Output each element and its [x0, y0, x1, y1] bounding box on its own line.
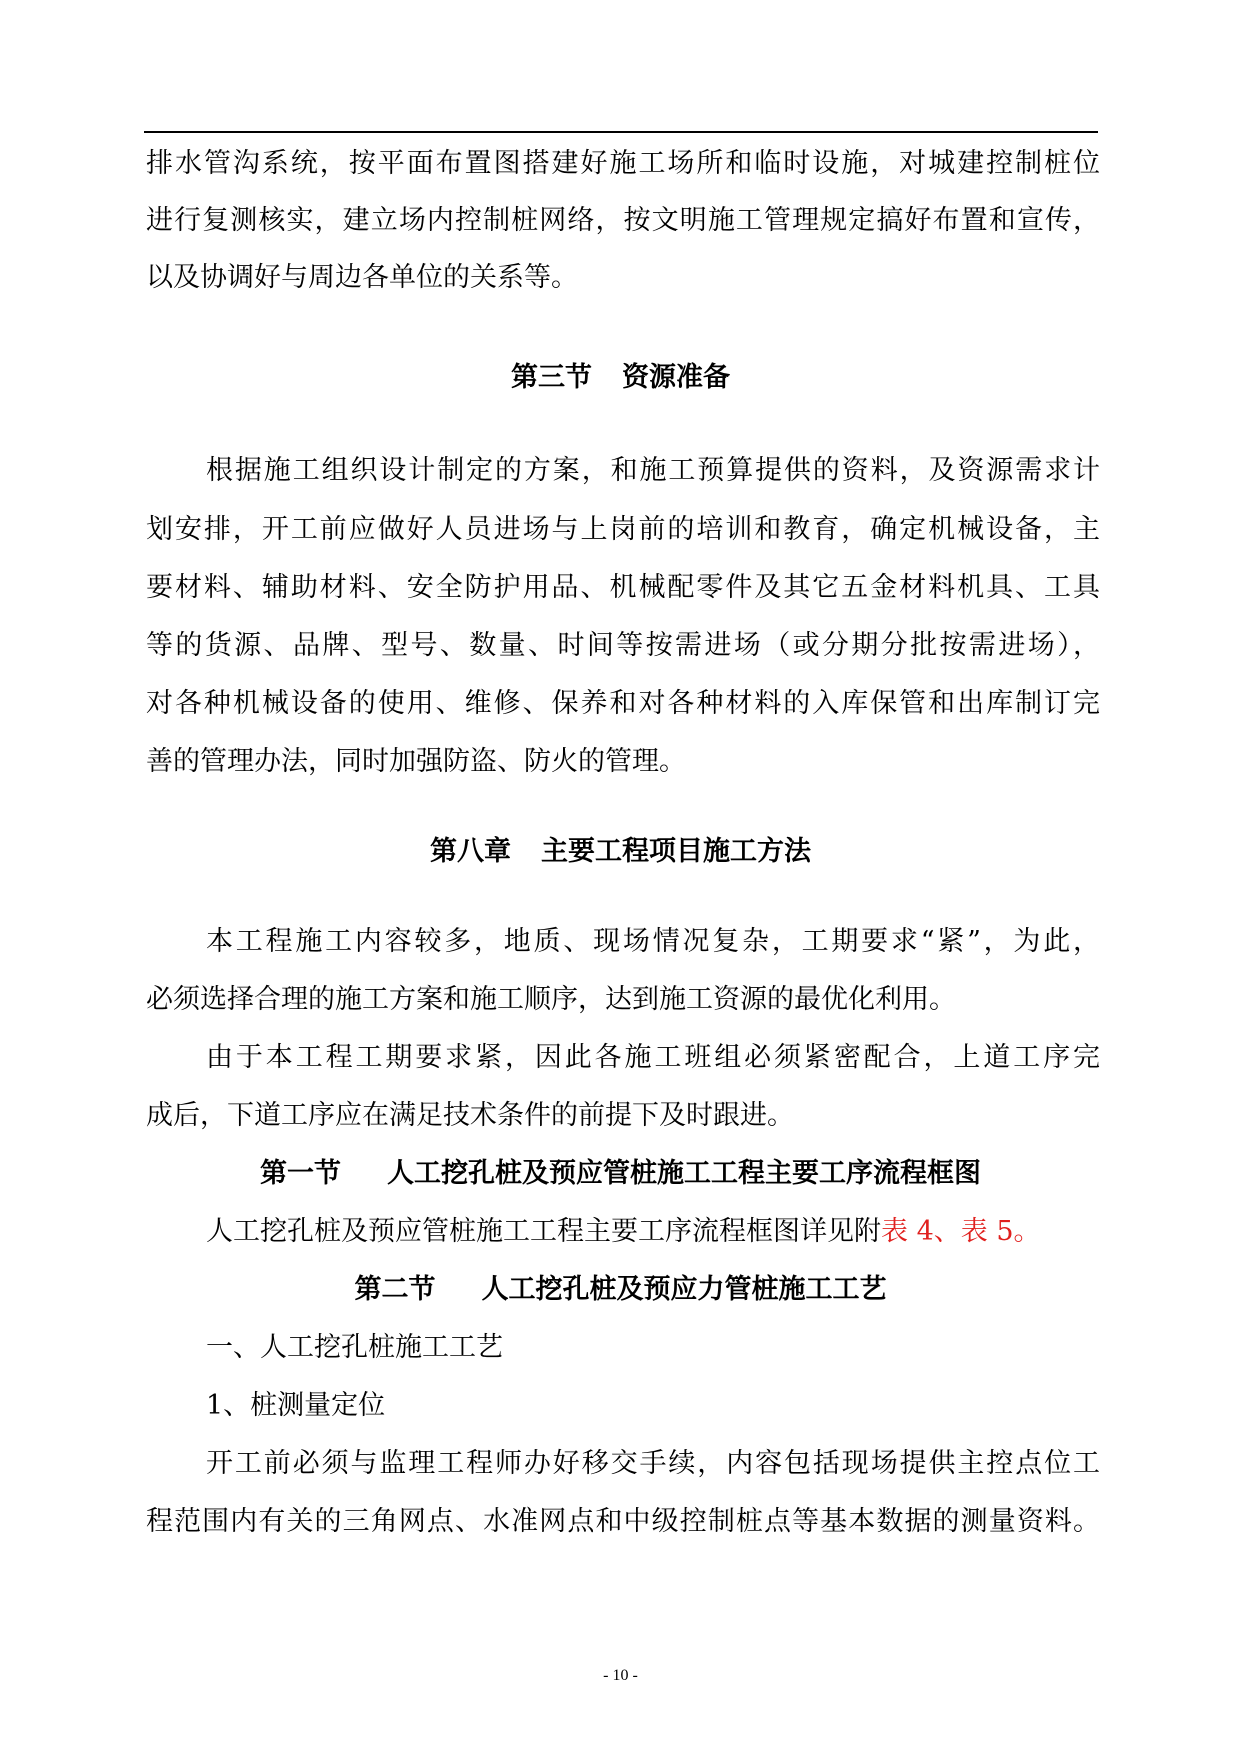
section-number: 第一节: [260, 1158, 341, 1189]
chapter-number: 第八章: [430, 836, 511, 867]
flowchart-text: 人工挖孔桩及预应管桩施工工程主要工序流程框图详见附: [206, 1216, 881, 1247]
paragraph-schedule-line-1: 由于本工程工期要求紧，因此各施工班组必须紧密配合，上道工序完: [206, 1042, 1100, 1073]
paragraph-survey-line-2: 程范围内有关的三角网点、水准网点和中级控制桩点等基本数据的测量资料。: [146, 1506, 1100, 1537]
section-number: 第二节: [354, 1274, 436, 1305]
section-heading-process: [0, 1272, 1241, 1308]
chapter-title: 主要工程项目施工方法: [541, 836, 811, 867]
section-heading-resources: [0, 360, 1241, 396]
paragraph-resources-line-3: 要材料、辅助材料、安全防护用品、机械配零件及其它五金材料机具、工具: [146, 572, 1100, 603]
paragraph-prep-line-2: 进行复测核实，建立场内控制桩网络，按文明施工管理规定搞好布置和宣传，: [146, 205, 1100, 236]
section-title: 人工挖孔桩及预应管桩施工工程主要工序流程框图: [387, 1158, 981, 1189]
section-title: 资源准备: [622, 362, 730, 393]
paragraph-resources-line-6: 善的管理办法，同时加强防盗、防火的管理。: [146, 746, 686, 777]
paragraph-prep-line-1: 排水管沟系统，按平面布置图搭建好施工场所和临时设施，对城建控制桩位: [146, 148, 1100, 179]
section-number: 第三节: [511, 362, 592, 393]
section-title: 人工挖孔桩及预应力管桩施工工艺: [481, 1274, 887, 1305]
paragraph-schedule-line-2: 成后，下道工序应在满足技术条件的前提下及时跟进。: [146, 1100, 794, 1131]
header-rule: [144, 131, 1098, 133]
paragraph-resources-line-2: 划安排，开工前应做好人员进场与上岗前的培训和教育，确定机械设备，主: [146, 514, 1100, 545]
chapter-heading: [0, 834, 1241, 870]
paragraph-resources-line-1: 根据施工组织设计制定的方案，和施工预算提供的资料，及资源需求计: [206, 455, 1100, 486]
subheading-survey: 1、桩测量定位: [206, 1390, 386, 1421]
paragraph-resources-line-4: 等的货源、品牌、型号、数量、时间等按需进场（或分期分批按需进场），: [146, 630, 1100, 661]
section-heading-flowchart: [0, 1156, 1241, 1192]
paragraph-flowchart: [206, 1214, 1041, 1250]
paragraph-prep-line-3: 以及协调好与周边各单位的关系等。: [146, 262, 578, 293]
paragraph-intro-line-1: 本工程施工内容较多，地质、现场情况复杂，工期要求“紧”，为此，: [206, 926, 1100, 957]
paragraph-resources-line-5: 对各种机械设备的使用、维修、保养和对各种材料的入库保管和出库制订完: [146, 688, 1100, 719]
page-number: - 10 -: [603, 1667, 638, 1684]
paragraph-intro-line-2: 必须选择合理的施工方案和施工顺序，达到施工资源的最优化利用。: [146, 984, 956, 1015]
subheading-manual-pile: 一、人工挖孔桩施工工艺: [206, 1332, 503, 1363]
paragraph-survey-line-1: 开工前必须与监理工程师办好移交手续，内容包括现场提供主控点位工: [206, 1448, 1100, 1479]
table-reference-link[interactable]: 表 4、表 5。: [881, 1216, 1041, 1247]
